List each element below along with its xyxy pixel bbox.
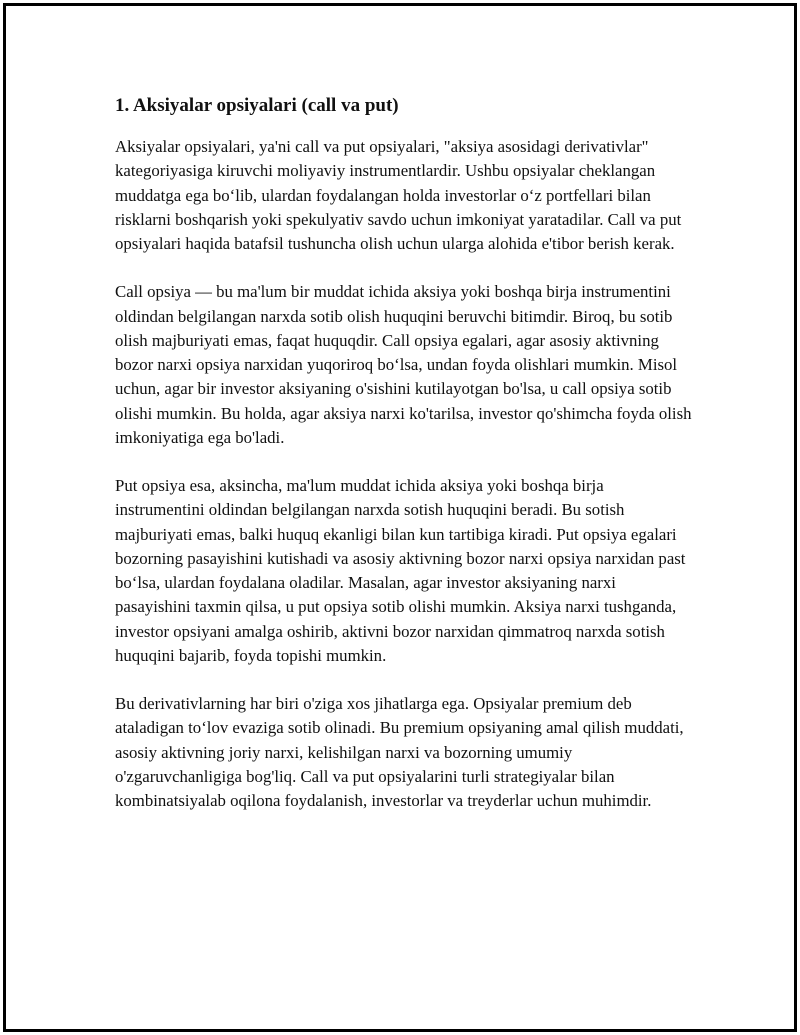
paragraph-put-option: Put opsiya esa, aksincha, ma'lum muddat ichida aksiya yoki boshqa birja instrumentini oldindan belgilangan narxda sotish huquqini beradi. Bu sotish majburiyati emas, balki huquq ekanligi bilan kun tartibiga kiradi. Put opsiya egalari bozorning pasayishini kutishadi va asosiy aktivning bozor narxi opsiya narxidan past boʻlsa, ulardan foydalana oladilar. Masalan, agar investor aksiyaning narxi pasayishini taxmin qilsa, u put opsiya sotib olishi mumkin. Aksiya narxi tushganda, investor opsiyani amalga oshirib, aktivni bozor narxidan qimmatroq narxda sotish huquqini bajarib, foyda topishi mumkin. (115, 476, 686, 665)
paragraph-premium: Bu derivativlarning har biri o'ziga xos jihatlarga ega. Opsiyalar premium deb ataladigan toʻlov evaziga sotib olinadi. Bu premium opsiyaning amal qilish muddati, asosiy aktivning joriy narxi, kelishilgan narxi va bozorning umumiy o'zgaruvchanligiga bog'liq. Call va put opsiyalarini turli strategiyalar bilan kombinatsiyalab oqilona foydalanish, investorlar va treyderlar uchun muhimdir. (115, 694, 684, 810)
document-body (115, 93, 695, 813)
page-title: 1. Aksiyalar opsiyalari (call va put) (115, 95, 399, 116)
paragraph-intro: Aksiyalar opsiyalari, ya'ni call va put opsiyalari, "aksiya asosidagi derivativlar" kategoriyasiga kiruvchi moliyaviy instrumentlardir. Ushbu opsiyalar cheklangan muddatga ega boʻlib, ulardan foydalangan holda investorlar oʻz portfellari bilan risklarni boshqarish yoki spekulyativ savdo uchun imkoniyat yaratadilar. Call va put opsiyalari haqida batafsil tushuncha olish uchun ularga alohida e'tibor berish kerak. (115, 137, 682, 253)
paragraph-call-option: Call opsiya — bu ma'lum bir muddat ichida aksiya yoki boshqa birja instrumentini oldindan belgilangan narxda sotib olish huquqini beruvchi bitimdir. Biroq, bu sotib olish majburiyati emas, faqat huquqdir. Call opsiya egalari, agar asosiy aktivning bozor narxi opsiya narxidan yuqoriroq boʻlsa, undan foyda olishlari mumkin. Misol uchun, agar bir investor aksiyaning o'sishini kutilayotgan bo'lsa, u call opsiya sotib olishi mumkin. Bu holda, agar aksiya narxi ko'tarilsa, investor qo'shimcha foyda olish imkoniyatiga ega bo'ladi. (115, 282, 692, 447)
